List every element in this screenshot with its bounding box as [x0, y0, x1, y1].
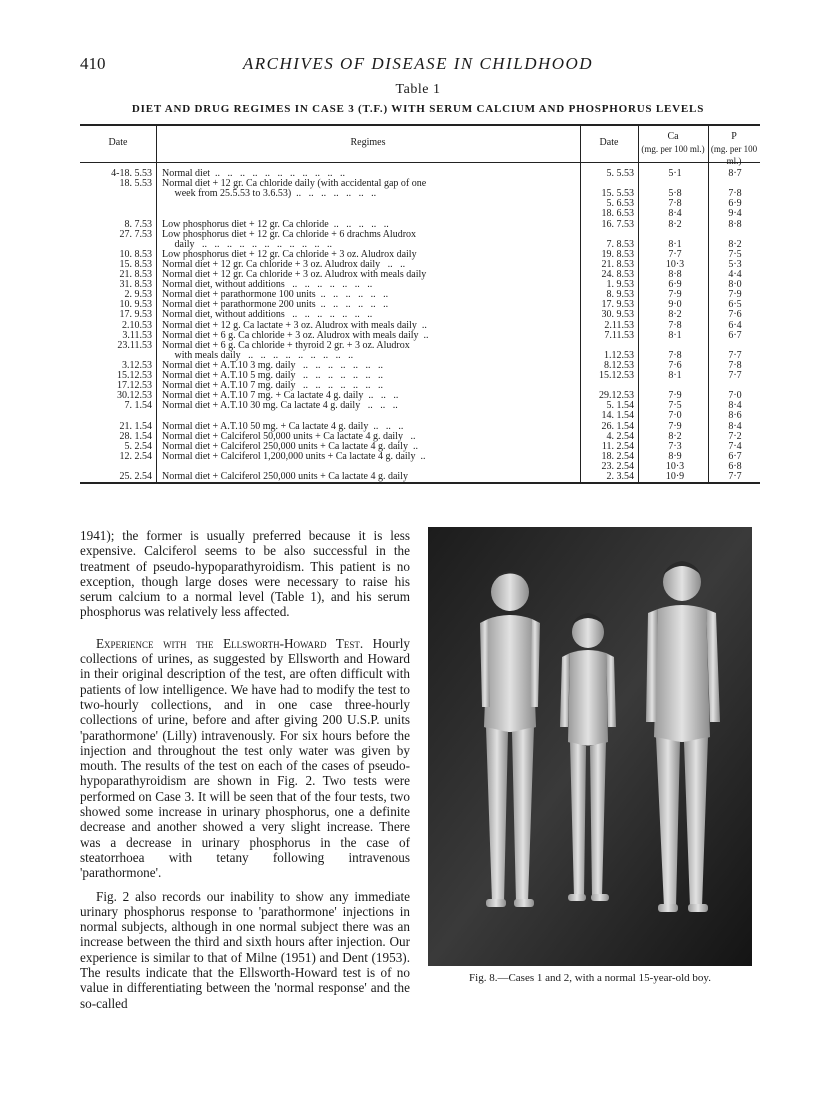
running-header: [80, 54, 756, 78]
cell-ca: 8·9: [668, 450, 682, 462]
cell-ca: 8·1: [668, 329, 682, 341]
cell-regime: Normal diet, without additions .. .. .. .. .. .. ..: [162, 279, 373, 291]
cell-date: 25. 2.54: [119, 471, 152, 482]
cell-date2: 17. 9.53: [601, 299, 634, 311]
cell-p: 7·4: [728, 440, 742, 452]
figure-photo: [428, 527, 752, 966]
cell-ca: 7·5: [668, 400, 682, 412]
cell-regime: Normal diet, without additions .. .. .. .. .. .. ..: [162, 309, 373, 321]
cell-ca: 7·7: [668, 248, 682, 260]
cell-regime: Normal diet + Calciferol 250,000 units + Ca lactate 4 g. daily: [162, 471, 408, 482]
cell-date: 5. 2.54: [124, 440, 152, 452]
col-header-p-unit: (mg. per 100 ml.): [710, 144, 758, 166]
paragraph: 1941); the former is usually preferred because it is less expensive. Calciferol seems to be also successful in the treatment of pseudo-hypoparathyroidism. This patient is no exception, though large doses were necessary to raise his serum calcium to a normal level (Table 1), and his serum phosphorus was relatively less affected.: [80, 528, 410, 620]
cell-regime: Normal diet + Calciferol 1,200,000 units + Ca lactate 4 g. daily ..: [162, 450, 426, 462]
cell-regime: Normal diet + parathormone 200 units .. .. .. .. .. ..: [162, 299, 389, 311]
cell-regime: Normal diet + A.T.10 7 mg. daily .. .. .. .. .. .. ..: [162, 380, 383, 392]
cell-ca: 7·0: [668, 410, 682, 422]
cell-p: 9·4: [728, 208, 742, 220]
cell-ca: 7·6: [668, 359, 682, 371]
cell-regime: Normal diet + 12 g. Ca lactate + 3 oz. Aludrox with meals daily ..: [162, 319, 427, 331]
paragraph: [80, 636, 410, 881]
cell-regime: daily .. .. .. .. .. .. .. .. .. .. ..: [162, 238, 332, 250]
cell-regime: Normal diet + 6 g. Ca chloride + thyroid 2 gr. + 3 oz. Aludrox: [162, 339, 410, 351]
cell-date2: 2.11.53: [604, 319, 634, 331]
cell-ca: 10·9: [665, 471, 685, 482]
col-header-ca-unit: (mg. per 100 ml.): [641, 144, 705, 154]
cell-date: 21. 1.54: [119, 420, 152, 432]
journal-title: ARCHIVES OF DISEASE IN CHILDHOOD: [242, 54, 594, 73]
table-header-rule: [80, 162, 760, 163]
cell-regime: Normal diet .. .. .. .. .. .. .. .. .. .. ..: [162, 168, 346, 179]
cell-date2: 24. 8.53: [601, 269, 634, 280]
cell-date2: 29.12.53: [599, 390, 634, 402]
cell-date: 30.12.53: [117, 390, 152, 402]
cell-p: 7·8: [728, 359, 742, 371]
col-header-ca-label: Ca: [667, 131, 679, 142]
cell-ca: 7·9: [668, 420, 682, 432]
cell-date2: 5. 5.53: [606, 168, 634, 179]
col-header-p: [708, 131, 760, 167]
cell-p: 7·7: [728, 370, 742, 381]
cell-date: 3.12.53: [122, 359, 152, 371]
table-title: DIET AND DRUG REGIMES IN CASE 3 (T.F.) WITH SERUM CALCIUM AND PHOSPHORUS LEVELS: [131, 103, 705, 115]
cell-regime: Normal diet + A.T.10 30 mg. Ca lactate 4 g. daily .. .. ..: [162, 400, 398, 412]
cell-date2: 7.11.53: [604, 329, 634, 341]
cell-regime: Normal diet + A.T.10 50 mg. + Ca lactate 4 g. daily .. .. ..: [162, 420, 404, 432]
cell-regime: Normal diet + A.T.10 3 mg. daily .. .. .. .. .. .. ..: [162, 359, 383, 371]
cell-date: 18. 5.53: [119, 178, 152, 190]
cell-date2: 5. 6.53: [606, 198, 634, 210]
paragraph: Fig. 2 also records our inability to show any immediate urinary phosphorus response to 'parathormone' injections in normal subjects, although in one normal subject there was an increase between the third and sixth hours after injection. Our experience is similar to that of Milne (1951) and Dent (1953). The results indicate that the Ellsworth-Howard test is of no value in differentiating between the 'normal response' and the so-called: [80, 888, 410, 1011]
cell-ca: 8·1: [668, 370, 682, 381]
cell-ca: 7·8: [668, 349, 682, 361]
cell-date2: 21. 8.53: [601, 258, 634, 270]
cell-date: 10. 9.53: [119, 299, 152, 311]
col-header-ca: [638, 131, 708, 155]
cell-p: 8·4: [728, 420, 742, 432]
col-header-p-label: P: [731, 131, 737, 142]
cell-regime: Normal diet + 12 gr. Ca chloride daily (with accidental gap of one: [162, 178, 427, 190]
cell-p: 8·6: [728, 410, 742, 422]
cell-ca: 7·3: [668, 440, 682, 452]
cell-ca: 10·3: [665, 258, 685, 270]
cell-date2: 4. 2.54: [606, 430, 634, 442]
cell-p: 7·0: [728, 390, 742, 402]
cell-ca: 8·1: [668, 238, 682, 250]
cell-date: 15. 8.53: [119, 258, 152, 270]
cell-p: 4·4: [728, 269, 742, 280]
cell-ca: 8·2: [668, 309, 682, 321]
table-label: Table 1: [395, 82, 441, 97]
cell-date2: 15.12.53: [599, 370, 634, 381]
cell-p: 7·7: [728, 471, 742, 482]
cell-regime: Low phosphorus diet + 12 gr. Ca chloride + 6 drachms Aludrox: [162, 228, 417, 240]
cell-p: 7·7: [728, 349, 742, 361]
cell-p: 7·8: [728, 188, 742, 200]
cell-date2: 14. 1.54: [601, 410, 634, 422]
table-row: [80, 471, 760, 482]
cell-date: 28. 1.54: [119, 430, 152, 442]
cell-p: 7·5: [728, 248, 742, 260]
cell-ca: 5·1: [668, 168, 682, 179]
table-bottom-rule: [80, 482, 760, 484]
cell-regime: Normal diet + A.T.10 5 mg. daily .. .. .. .. .. .. ..: [162, 370, 383, 381]
cell-p: 8·0: [728, 279, 742, 291]
col-header-date: Date: [108, 137, 128, 148]
cell-date2: 7. 8.53: [606, 238, 634, 250]
cell-date2: 15. 5.53: [601, 188, 634, 200]
cell-p: 8·7: [728, 168, 742, 179]
cell-ca: 5·8: [668, 188, 682, 200]
col-header-date2: Date: [599, 137, 619, 148]
paragraph-text: Hourly collections of urines, as suggested by Ellsworth and Howard in their original description of the test, are often difficult with patients of low intelligence. We have had to modify the test to two-hourly collections, and in one case three-hourly collections of urine, before and after giving 200 U.S.P. units 'parathormone' (Lilly) intravenously. For six hours before the injection and throughout the test only water was given by mouth. The results of the test on each of the cases of pseudo-hypoparathyroidism are shown in Fig. 2. Two tests were performed on Case 3. It will be seen that of the four tests, two showed some increase in urinary phosphorus, one a definite decrease and another showed a very slight increase. There was a decrease in urinary phosphorus in the case of steatorrhoea with tetany following intravenous 'parathormone'.: [80, 635, 411, 881]
cell-date2: 8. 9.53: [606, 289, 634, 301]
cell-date: 10. 8.53: [119, 248, 152, 260]
cell-date2: 11. 2.54: [601, 440, 634, 452]
cell-date2: 2. 3.54: [606, 471, 634, 482]
cell-date2: 1.12.53: [604, 349, 634, 361]
cell-date2: 18. 2.54: [601, 450, 634, 462]
cell-date2: 19. 8.53: [601, 248, 634, 260]
cell-regime: with meals daily .. .. .. .. .. .. .. .. ..: [162, 349, 354, 361]
table-top-rule: [80, 124, 760, 126]
cell-date2: 18. 6.53: [601, 208, 634, 220]
cell-p: 8·4: [728, 400, 742, 412]
cell-p: 6·4: [728, 319, 742, 331]
section-heading: Experience with the Ellsworth-Howard Test.: [96, 635, 364, 651]
cell-date2: 5. 1.54: [606, 400, 634, 412]
cell-ca: 10·3: [665, 460, 685, 472]
cell-p: 5·3: [728, 258, 742, 270]
cell-p: 6·7: [728, 329, 742, 341]
cell-ca: 8·2: [668, 430, 682, 442]
cell-ca: 7·8: [668, 198, 682, 210]
cell-ca: 7·9: [668, 289, 682, 301]
cell-date: 2.10.53: [122, 319, 152, 331]
cell-p: 7·2: [728, 430, 742, 442]
cell-regime: Normal diet + A.T.10 7 mg. + Ca lactate 4 g. daily .. .. ..: [162, 390, 399, 402]
cell-date: 27. 7.53: [119, 228, 152, 240]
cell-date: 7. 1.54: [124, 400, 152, 412]
cell-date: 17. 9.53: [119, 309, 152, 321]
cell-p: 7·9: [728, 289, 742, 301]
cell-p: 7·6: [728, 309, 742, 321]
cell-date: 8. 7.53: [124, 218, 152, 230]
cell-regime: Normal diet + 6 g. Ca chloride + 3 oz. Aludrox with meals daily ..: [162, 329, 429, 341]
cell-date: 17.12.53: [117, 380, 152, 392]
cell-regime: Low phosphorus diet + 12 gr. Ca chloride + 3 oz. Aludrox daily: [162, 248, 417, 260]
cell-ca: 6·9: [668, 279, 682, 291]
cell-ca: 9·0: [668, 299, 682, 311]
cell-regime: Low phosphorus diet + 12 gr. Ca chloride .. .. .. .. ..: [162, 218, 389, 230]
photo-illustration: [428, 527, 752, 966]
cell-regime: Normal diet + 12 gr. Ca chloride + 3 oz. Aludrox with meals daily: [162, 269, 427, 280]
cell-date: 2. 9.53: [124, 289, 152, 301]
cell-date2: 8.12.53: [604, 359, 634, 371]
cell-date: 12. 2.54: [119, 450, 152, 462]
cell-ca: 7·9: [668, 390, 682, 402]
page-number: 410: [80, 54, 106, 73]
cell-p: 8·8: [728, 218, 742, 230]
cell-date: 4-18. 5.53: [111, 168, 152, 179]
cell-ca: 7·8: [668, 319, 682, 331]
cell-ca: 8·8: [668, 269, 682, 280]
cell-date2: 1. 9.53: [606, 279, 634, 291]
cell-p: 6·7: [728, 450, 742, 462]
cell-ca: 8·2: [668, 218, 682, 230]
cell-date: 23.11.53: [117, 339, 152, 351]
cell-date: 31. 8.53: [119, 279, 152, 291]
cell-p: 6·9: [728, 198, 742, 210]
cell-regime: Normal diet + Calciferol 50,000 units + Ca lactate 4 g. daily ..: [162, 430, 416, 442]
cell-date2: 30. 9.53: [601, 309, 634, 321]
cell-date2: 26. 1.54: [601, 420, 634, 432]
cell-regime: Normal diet + parathormone 100 units .. .. .. .. .. ..: [162, 289, 389, 301]
cell-date: 3.11.53: [122, 329, 152, 341]
cell-date: 15.12.53: [117, 370, 152, 381]
figure-caption: Fig. 8.—Cases 1 and 2, with a normal 15-year-old boy.: [469, 972, 711, 984]
text-column: [80, 528, 410, 1011]
cell-regime: week from 25.5.53 to 3.6.53) .. .. .. .. .. .. ..: [162, 188, 377, 200]
cell-p: 6·8: [728, 460, 742, 472]
cell-date2: 23. 2.54: [601, 460, 634, 472]
cell-p: 8·2: [728, 238, 742, 250]
cell-p: 6·5: [728, 299, 742, 311]
col-header-regimes: Regimes: [350, 137, 386, 148]
cell-regime: Normal diet + Calciferol 250,000 units + Ca lactate 4 g. daily ..: [162, 440, 418, 452]
cell-date2: 16. 7.53: [601, 218, 634, 230]
cell-ca: 8·4: [668, 208, 682, 220]
cell-regime: Normal diet + 12 gr. Ca chloride + 3 oz. Aludrox daily .. ..: [162, 258, 406, 270]
cell-date: 21. 8.53: [119, 269, 152, 280]
